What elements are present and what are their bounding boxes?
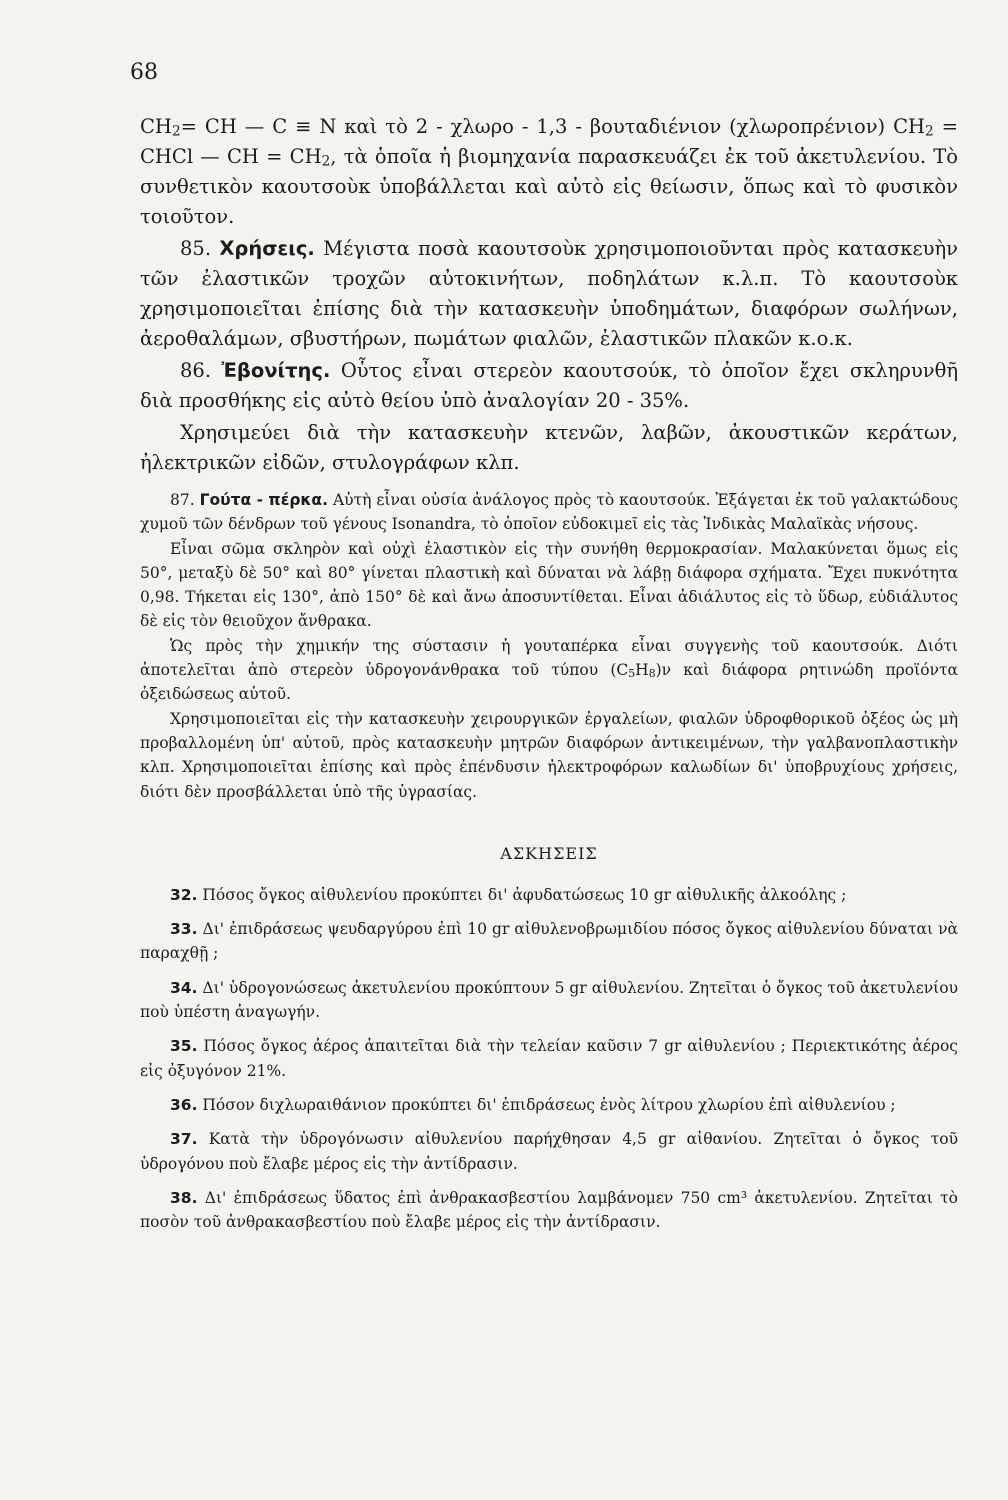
section-85-heading: Χρήσεις. — [219, 237, 315, 260]
section-87: 87. Γούτα - πέρκα. Αὐτὴ εἶναι οὐσία ἀνάλογος πρὸς τὸ καουτσούκ. Ἐξάγεται ἐκ τοῦ γαλακτώδους χυμοῦ τῶν δένδρων τοῦ γένους Isonandra, τὸ ὁποῖον εὐδοκιμεῖ εἰς τὰς Ἰνδικὰς Μαλαϊκὰς νήσους. — [140, 491, 959, 534]
section-87-paragraph: Ὡς πρὸς τὴν χημικήν της σύστασιν ἡ γουταπέρκα εἶναι συγγενὴς τοῦ καουτσούκ. Διότι ἀποτελεῖται ἀπὸ στερεὸν ὑδρογονάνθρακα τοῦ τύπου $(C_5H_8)\nu$ καὶ διάφορα ρητινώδη προϊόντα ὀξειδώσεως αὐτοῦ. — [140, 636, 958, 704]
exercise-item: 38. Δι' ἐπιδράσεως ὕδατος ἐπὶ ἀνθρακασβεστίου λαμβάνομεν 750 cm³ ἀκετυλενίου. Ζητεῖται τὸ ποσὸν τοῦ ἀνθρακασβεστίου ποὺ ἔλαβε μέρος εἰς τὴν ἀντίδρασιν. — [140, 1188, 958, 1232]
exercises-title: ΑΣΚΗΣΕΙΣ — [500, 843, 598, 863]
section-87-paragraph: Εἶναι σῶμα σκληρὸν καὶ οὐχὶ ἐλαστικὸν εἰς τὴν συνήθη θερμοκρασίαν. Μαλακύνεται ὅμως εἰς 50°, μεταξὺ δὲ 50° καὶ 80° γίνεται πλαστικὴ καὶ δύναται νὰ λάβῃ διάφορα σχήματα. Ἔχει πυκνότητα 0,98. Τήκεται εἰς 130°, ἀπὸ 150° δὲ καὶ ἄνω ἀποσυντίθεται. Εἶναι ἀδιάλυτος εἰς τὸ ὕδωρ, εὐδιάλυτος δὲ εἰς τὸν θειοῦχον ἄνθρακα. — [140, 539, 958, 631]
exercise-item: 34. Δι' ὑδρογονώσεως ἀκετυλενίου προκύπτουν 5 gr αἰθυλενίου. Ζητεῖται ὁ ὄγκος τοῦ ἀκετυλενίου ποὺ ὑπέστη ἀναγωγήν. — [140, 978, 958, 1022]
page-content — [140, 112, 958, 1244]
exercise-item: 32. Πόσος ὄγκος αἰθυλενίου προκύπτει δι' ἀφυδατώσεως 10 gr αἰθυλικῆς ἀλκοόλης ; — [170, 885, 847, 904]
section-87-heading: Γούτα - πέρκα. — [199, 491, 328, 509]
exercise-item: 35. Πόσος ὄγκος ἀέρος ἀπαιτεῖται διὰ τὴν τελείαν καῦσιν 7 gr αἰθυλενίου ; Περιεκτικότης ἀέρος εἰς ὀξυγόνον 21%. — [140, 1037, 958, 1080]
section-86-heading: Ἐβονίτης. — [221, 359, 331, 382]
exercise-list — [140, 883, 958, 1235]
exercise-item: 36. Πόσον διχλωραιθάνιον προκύπτει δι' ἐπιδράσεως ἑνὸς λίτρου χλωρίου ἐπὶ αἰθυλενίου ; — [170, 1095, 896, 1114]
section-87-paragraph: Χρησιμοποιεῖται εἰς τὴν κατασκευὴν χειρουργικῶν ἐργαλείων, φιαλῶν ὑδροφθορικοῦ ὀξέος ὡς μὴ προβαλλομένη ὑπ' αὐτοῦ, πρὸς κατασκευὴν μητρῶν διαφόρων ἀντικειμένων, τὴν γαλβανοπλαστικὴν κλπ. Χρησιμοποιεῖται ἐπίσης καὶ πρὸς ἐπένδυσιν ἠλεκτροφόρων καλωδίων δι' ὑποβρυχίους χρήσεις, διότι δὲν προσβάλλεται ὑπὸ τῆς ὑγρασίας. — [140, 709, 958, 801]
section-85: 85. Χρήσεις. Μέγιστα ποσὰ καουτσοὺκ χρησιμοποιοῦνται πρὸς κατασκευὴν τῶν ἐλαστικῶν τροχῶν αὐτοκινήτων, ποδηλάτων κ.λ.π. Τὸ καουτσοὺκ χρησιμοποιεῖται ἐπίσης διὰ τὴν κατασκευὴν ὑποδημάτων, διαφόρων σωλήνων, ἀεροθαλάμων, σβυστήρων, πωμάτων φιαλῶν, ἐλαστικῶν πλακῶν κ.ο.κ. — [140, 237, 958, 350]
section-86-paragraph: Χρησιμεύει διὰ τὴν κατασκευὴν κτενῶν, λαβῶν, ἀκουστικῶν κεράτων, ἠλεκτρικῶν εἰδῶν, στυλογράφων κλπ. — [140, 421, 958, 474]
section-86: 86. Ἐβονίτης. Οὗτος εἶναι στερεὸν καουτσούκ, τὸ ὁποῖον ἔχει σκληρυνθῆ διὰ προσθήκης εἰς αὐτὸ θείου ὑπὸ ἀναλογίαν 20 - 35%. — [140, 359, 958, 412]
intro-paragraph: $CH_2=$ CH — C ≡ N καὶ τὸ 2 - χλωρο - 1,3 - βουταδιένιον (χλωροπρένιον) $CH_2$ = CHCl — CH = $CH_2$, τὰ ὁποῖα ἡ βιομηχανία παρασκευάζει ἐκ τοῦ ἀκετυλενίου. Τὸ συνθετικὸν καουτσοὺκ ὑποβάλλεται καὶ αὐτὸ εἰς θείωσιν, ὅπως καὶ τὸ φυσικὸν τοιοῦτον. — [140, 115, 958, 228]
page-number: 68 — [130, 60, 158, 85]
exercise-item: 37. Κατὰ τὴν ὑδρογόνωσιν αἰθυλενίου παρήχθησαν 4,5 gr αἰθανίου. Ζητεῖται ὁ ὄγκος τοῦ ὑδρογόνου ποὺ ἔλαβε μέρος εἰς τὴν ἀντίδρασιν. — [140, 1130, 958, 1173]
exercise-item: 33. Δι' ἐπιδράσεως ψευδαργύρου ἐπὶ 10 gr αἰθυλενοβρωμιδίου πόσος ὄγκος αἰθυλενίου δύναται νὰ παραχθῇ ; — [140, 920, 958, 963]
